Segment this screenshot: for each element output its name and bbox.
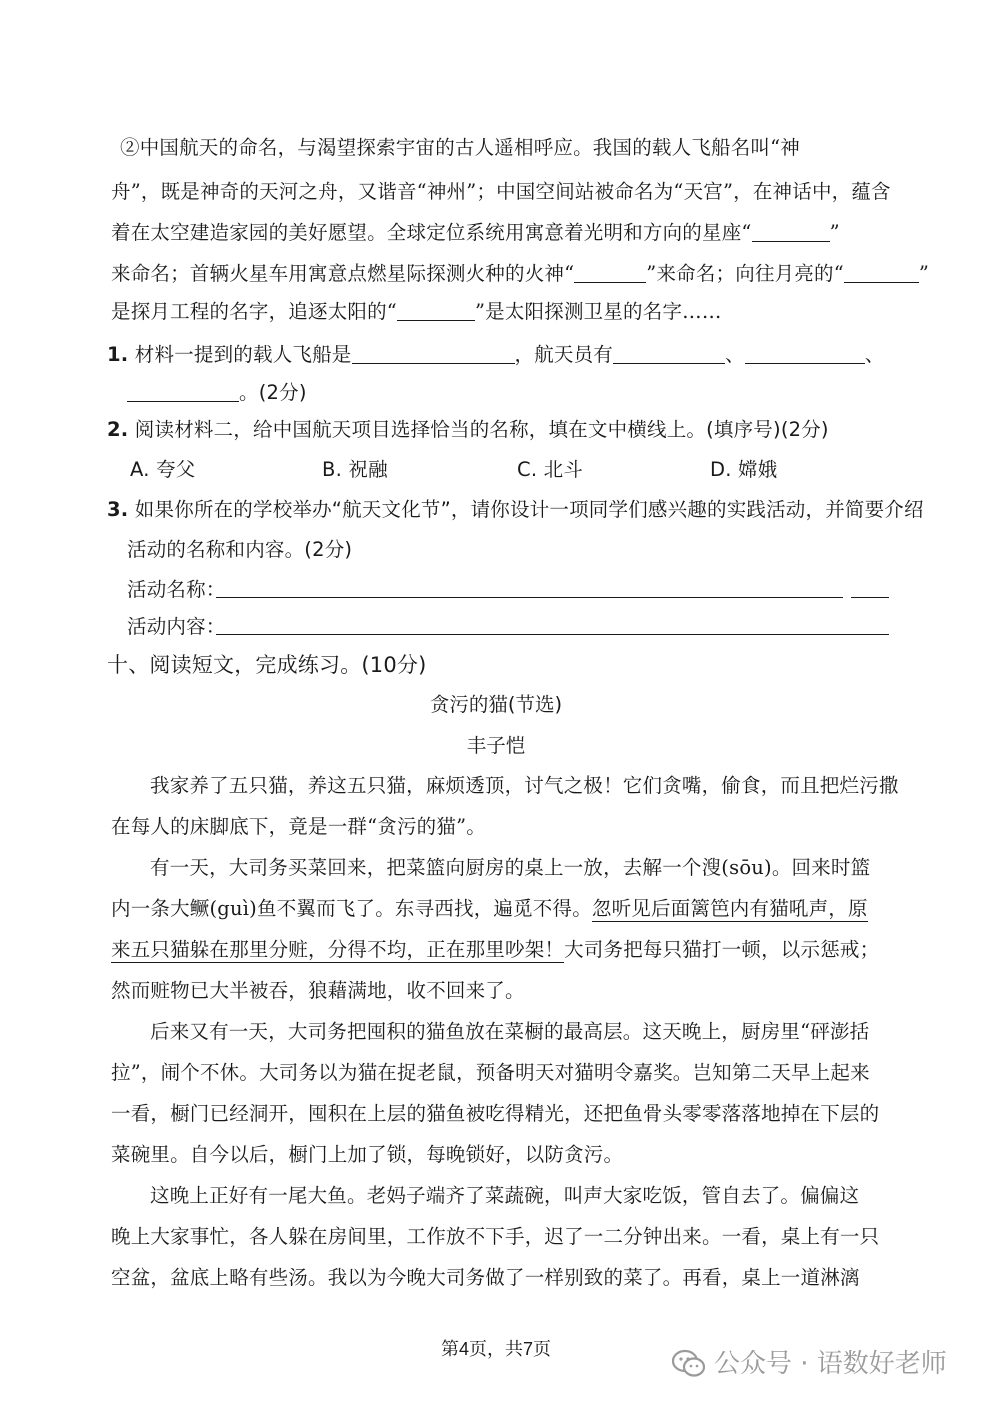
story-line: [111, 935, 879, 965]
passage-line: [111, 259, 929, 289]
passage-line: [111, 218, 840, 248]
question-number: 1.: [107, 343, 129, 366]
story-line: 菜碗里。自今以后，橱门上加了锁，每晚锁好，以防贪污。: [111, 1143, 624, 1166]
question-text: 如果你所在的学校举办“航天文化节”，请你设计一项同学们感兴趣的实践活动，并简要介绍: [134, 498, 924, 521]
underlined-sentence: 来五只猫躲在那里分赃，分得不均，正在那里吵架！: [111, 938, 565, 961]
passage-line: 舟”，既是神奇的天河之舟，又谐音“神州”；中国空间站被命名为“天宫”，在神话中，蕴含: [111, 180, 891, 203]
passage-text: ”: [918, 262, 930, 285]
option-d[interactable]: D. 嫦娥: [710, 458, 778, 481]
option-c[interactable]: C. 北斗: [517, 458, 584, 481]
question-number: 3.: [107, 498, 129, 521]
story-line: [111, 894, 868, 924]
story-line: 拉”，闹个不休。大司务以为猫在捉老鼠，预备明天对猫明令嘉奖。岂知第二天早上起来: [111, 1061, 870, 1084]
answer-blank-spaceship[interactable]: [352, 343, 515, 364]
question-text: 阅读材料二，给中国航天项目选择恰当的名称，填在文中横线上。(填序号)(2分): [134, 418, 829, 441]
underlined-sentence: 忽听见后面篱笆内有猫吼声，原: [591, 897, 868, 920]
story-line: 然而赃物已大半被吞，狼藉满地，收不回来了。: [111, 979, 525, 1002]
fill-blank-1[interactable]: [752, 221, 830, 242]
passage-text: ”: [829, 221, 840, 244]
question-1: [107, 340, 884, 370]
story-line: 后来又有一天，大司务把囤积的猫鱼放在菜橱的最高层。这天晚上，厨房里“砰澎括: [150, 1020, 870, 1043]
story-text: 大司务把每只猫打一顿，以示惩戒；: [564, 938, 880, 961]
question-number: 2.: [107, 418, 129, 441]
fill-blank-2[interactable]: [574, 262, 646, 283]
story-line: 空盆，盆底上略有些汤。我以为今晚大司务做了一样别致的菜了。再看，桌上一道淋漓: [111, 1266, 860, 1289]
story-line: 在每人的床脚底下，竟是一群“贪污的猫”。: [111, 815, 486, 838]
story-line: 晚上大家事忙，各人躲在房间里，工作放不下手，迟了一二分钟出来。一看，桌上有一只: [111, 1225, 880, 1248]
story-text: 内一条大鳜(guì)鱼不翼而飞了。东寻西找，遍觅不得。: [111, 897, 592, 920]
activity-content-line[interactable]: [216, 634, 889, 635]
question-text: 材料一提到的载人飞船是: [134, 343, 352, 366]
question-2: [107, 415, 829, 445]
activity-name-line[interactable]: [216, 597, 843, 598]
passage-text: ”是太阳探测卫星的名字……: [474, 300, 722, 323]
question-text: 。(2分): [239, 381, 307, 404]
question-1-cont: [127, 378, 307, 408]
wechat-icon: [672, 1349, 706, 1379]
page-number: 第4页，共7页: [440, 1339, 552, 1359]
option-a[interactable]: A. 夸父: [130, 458, 196, 481]
passage-text: ”来命名；向往月亮的“: [646, 262, 844, 285]
story-line: 这晚上正好有一尾大鱼。老妈子端齐了菜蔬碗，叫声大家吃饭，管自去了。偏偏这: [150, 1184, 860, 1207]
activity-name-label: 活动名称：: [127, 578, 226, 601]
question-3-cont: 活动的名称和内容。(2分): [127, 538, 353, 561]
passage-line: ②中国航天的命名，与渴望探索宇宙的古人遥相呼应。我国的载人飞船名叫“神: [120, 136, 800, 159]
passage-text: 是探月工程的名字，追逐太阳的“: [111, 300, 397, 323]
answer-blank-astronaut-2[interactable]: [745, 343, 865, 364]
story-author: 丰子恺: [466, 734, 526, 757]
question-3: [107, 495, 924, 525]
watermark-text: 公众号 · 语数好老师: [714, 1349, 947, 1379]
section-heading: 十、阅读短文，完成练习。(10分): [107, 653, 427, 677]
fill-blank-4[interactable]: [397, 300, 475, 321]
option-b[interactable]: B. 祝融: [322, 458, 388, 481]
passage-text: 着在太空建造家园的美好愿望。全球定位系统用寓意着光明和方向的星座“: [111, 221, 752, 244]
passage-text: 来命名；首辆火星车用寓意点燃星际探测火种的火神“: [111, 262, 575, 285]
story-line: 有一天，大司务买菜回来，把菜篮向厨房的桌上一放，去解一个溲(sōu)。回来时篮: [150, 856, 871, 879]
watermark: [672, 1344, 947, 1384]
question-text: ，航天员有: [514, 343, 614, 366]
separator: 、: [864, 343, 885, 366]
story-line: 我家养了五只猫，养这五只猫，麻烦透顶，讨气之极！它们贪嘴，偷食，而且把烂污撒: [150, 774, 899, 797]
story-title: 贪污的猫(节选): [429, 693, 563, 716]
passage-line: [111, 297, 722, 327]
fill-blank-3[interactable]: [844, 262, 919, 283]
activity-content-label: 活动内容：: [127, 615, 226, 638]
answer-blank-astronaut-3[interactable]: [127, 381, 239, 402]
answer-blank-astronaut-1[interactable]: [613, 343, 725, 364]
activity-name-line-end[interactable]: [851, 597, 889, 598]
story-line: 一看，橱门已经洞开，囤积在上层的猫鱼被吃得精光，还把鱼骨头零零落落地掉在下层的: [111, 1102, 880, 1125]
separator: 、: [725, 343, 745, 366]
